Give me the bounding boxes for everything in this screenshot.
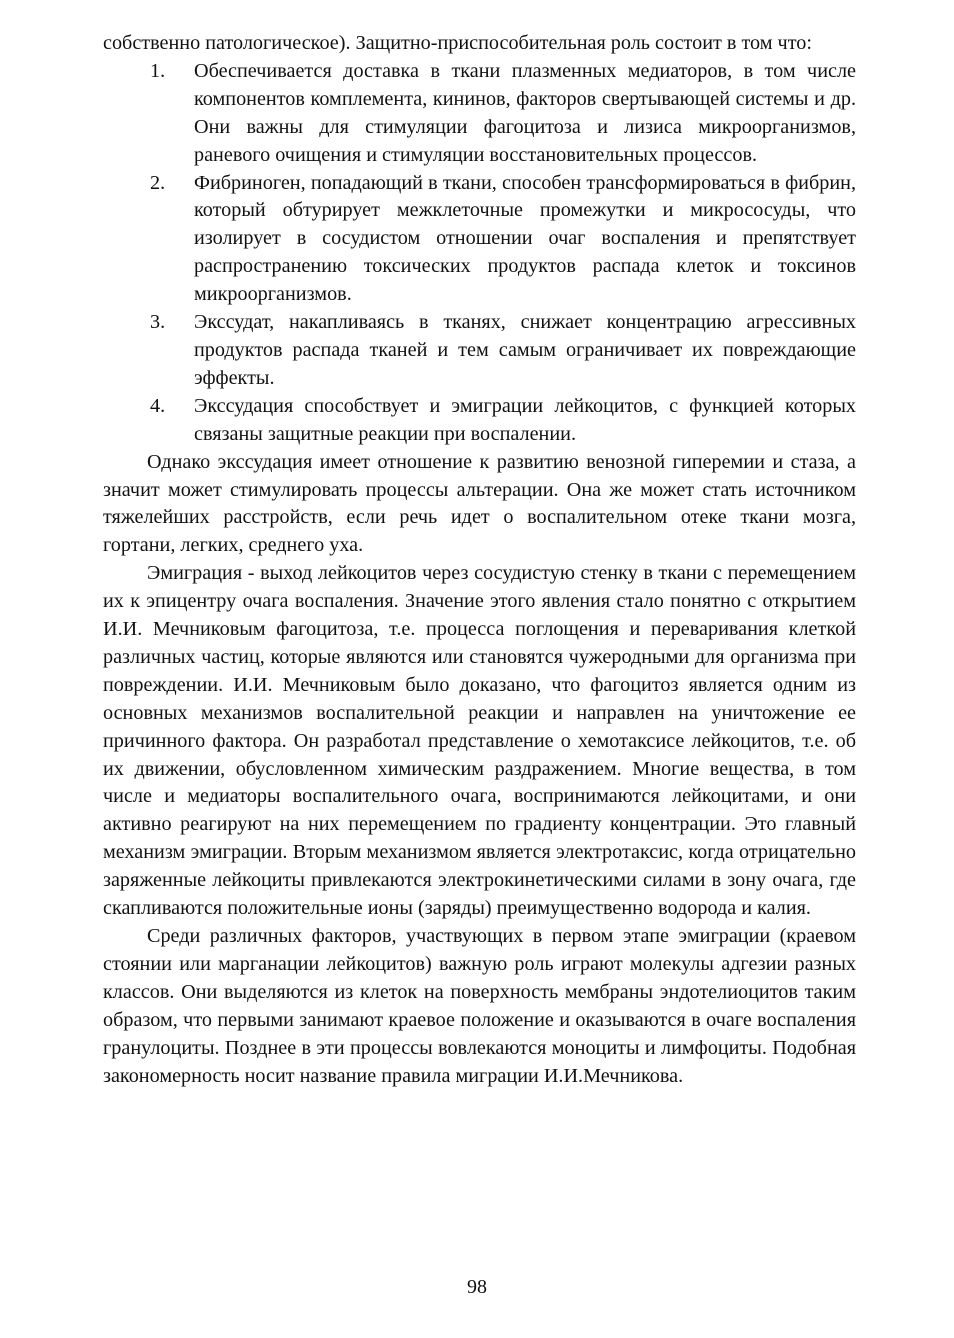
list-item-text: Экссудат, накапливаясь в тканях, снижает концентрацию агрессивных продуктов распада тканей и тем самым ограничивает их повреждающие эффекты. [194, 311, 856, 389]
list-item [103, 58, 856, 170]
list-item [103, 393, 856, 449]
body-paragraph: Среди различных факторов, участвующих в первом этапе эмиграции (краевом стоянии или марганации лейкоцитов) важную роль играют молекулы адгезии разных классов. Они выделяются из клеток на поверхность мембраны эндотелиоцитов таким образом, что первыми занимают краевое положение и оказываются в очаге воспаления гранулоциты. Позднее в эти процессы вовлекаются моноциты и лимфоциты. Подобная закономерность носит название правила миграции И.И.Мечникова. [103, 925, 856, 1087]
body-paragraph: Однако экссудация имеет отношение к развитию венозной гиперемии и стаза, а значит может стимулировать процессы альтерации. Она же может стать источником тяжелейших расстройств, если речь идет о воспалительном отеке ткани мозга, гортани, легких, среднего уха. [103, 450, 856, 557]
list-item-number: 4. [150, 394, 166, 417]
page-body [103, 30, 856, 1090]
list-item-text: Фибриноген, попадающий в ткани, способен трансформироваться в фибрин, который обтурирует межклеточные промежутки и микрососуды, что изолирует в сосудистом отношении очаг воспаления и препятствует распространению токсических продуктов распада клеток и токсинов микроорганизмов. [194, 171, 856, 306]
list-item [103, 309, 856, 393]
list-item-number: 2. [150, 171, 166, 194]
numbered-list [103, 58, 856, 449]
list-item-text: Обеспечивается доставка в ткани плазменных медиаторов, в том числе компонентов комплемента, кининов, факторов свертывающей системы и др. Они важны для стимуляции фагоцитоза и лизиса микроорганизмов, раневого очищения и стимуляции восстановительных процессов. [194, 59, 856, 166]
list-item-text: Экссудация способствует и эмиграции лейкоцитов, с функцией которых связаны защитные реакции при воспалении. [194, 394, 856, 445]
body-paragraph: Эмиграция - выход лейкоцитов через сосудистую стенку в ткани с перемещением их к эпицентру очага воспаления. Значение этого явления стало понятно с открытием И.И. Мечниковым фагоцитоза, т.е. процесса поглощения и переваривания клеткой различных частиц, которые являются или становятся чужеродными для организма при повреждении. И.И. Мечниковым было доказано, что фагоцитоз является одним из основных механизмов воспалительной реакции и направлен на уничтожение ее причинного фактора. Он разработал представление о хемотаксисе лейкоцитов, т.е. об их движении, обусловленном химическим раздражением. Многие вещества, в том числе и медиаторы воспалительного очага, воспринимаются лейкоцитами, и они активно реагируют на них перемещением по градиенту концентрации. Это главный механизм эмиграции. Вторым механизмом является электротаксис, когда отрицательно заряженные лейкоциты привлекаются электрокинетическими силами в зону очага, где скапливаются положительные ионы (заряды) преимущественно водорода и калия. [103, 562, 856, 920]
intro-paragraph: собственно патологическое). Защитно-приспособительная роль состоит в том что: [103, 32, 812, 54]
list-item [103, 170, 856, 310]
list-item-number: 1. [150, 59, 166, 82]
list-item-number: 3. [150, 311, 166, 334]
page-number: 98 [467, 1276, 487, 1298]
